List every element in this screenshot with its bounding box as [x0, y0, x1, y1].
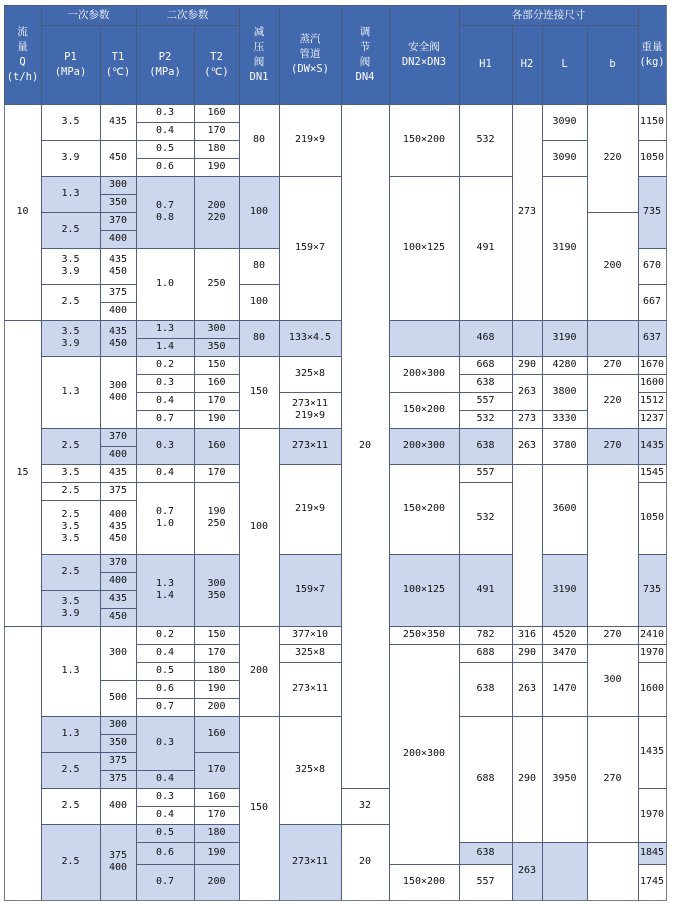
dn1-cell: 100: [239, 428, 279, 626]
pipe-cell: 219×9: [279, 104, 341, 176]
p1-cell: 2.5: [41, 428, 100, 464]
p1-cell: 2.5: [41, 752, 100, 788]
t2-cell: 150: [194, 356, 239, 374]
t1-cell: 400: [100, 230, 136, 248]
dn1-cell: 150: [239, 356, 279, 428]
l-cell: 3470: [542, 644, 587, 662]
t1-cell: 450: [100, 608, 136, 626]
t2-cell: 170: [194, 122, 239, 140]
p2-cell: 0.2: [136, 626, 194, 644]
h1-cell: 638: [459, 662, 512, 716]
p2-cell: 1.3 1.4: [136, 554, 194, 626]
p2-cell: 0.7: [136, 864, 194, 900]
p2-cell: 0.3: [136, 788, 194, 806]
t1-cell: 375 400: [100, 824, 136, 900]
h1-cell: 557: [459, 464, 512, 482]
p2-cell: 0.7 0.8: [136, 176, 194, 248]
header-weight: 重量 (kg): [638, 5, 666, 104]
p1-cell: 2.5: [41, 284, 100, 320]
safety-valve-cell: 200×300: [389, 356, 459, 392]
h2-cell: 290: [512, 644, 542, 662]
weight-cell: 637: [638, 320, 666, 356]
header-t1: T1 (℃): [100, 25, 136, 104]
weight-cell: 1600: [638, 374, 666, 392]
blank-cell: [587, 464, 638, 626]
p2-cell: 0.3: [136, 104, 194, 122]
weight-cell: 1050: [638, 140, 666, 176]
t1-cell: 300: [100, 716, 136, 734]
dn1-cell: 80: [239, 104, 279, 176]
weight-cell: 1545: [638, 464, 666, 482]
p1-cell: 1.3: [41, 716, 100, 752]
pipe-cell: 325×8: [279, 356, 341, 392]
h1-cell: 532: [459, 410, 512, 428]
l-cell: 3950: [542, 716, 587, 842]
t2-cell: 170: [194, 806, 239, 824]
p1-cell: 3.5: [41, 104, 100, 140]
p2-cell: 0.6: [136, 158, 194, 176]
header-secondary-params: 二次参数: [136, 5, 239, 25]
weight-cell: 1435: [638, 428, 666, 464]
weight-cell: 1237: [638, 410, 666, 428]
safety-valve-cell: 150×200: [389, 392, 459, 428]
t1-cell: 435: [100, 590, 136, 608]
p1-cell: 3.5 3.9: [41, 590, 100, 626]
h1-cell: 668: [459, 356, 512, 374]
t2-cell: 250: [194, 248, 239, 320]
p2-cell: 0.7: [136, 698, 194, 716]
p2-cell: 0.4: [136, 464, 194, 482]
header-h2: H2: [512, 25, 542, 104]
t1-cell: 350: [100, 734, 136, 752]
t2-cell: 190: [194, 680, 239, 698]
blank-cell: [587, 320, 638, 356]
t2-cell: 180: [194, 662, 239, 680]
l-cell: 3190: [542, 554, 587, 626]
p2-cell: 0.4: [136, 806, 194, 824]
t1-cell: 370: [100, 428, 136, 446]
blank-cell: [512, 464, 542, 626]
p1-cell: 2.5: [41, 554, 100, 590]
t1-cell: 400: [100, 302, 136, 320]
h1-cell: 557: [459, 864, 512, 900]
h1-cell: 532: [459, 104, 512, 176]
safety-valve-cell: 200×300: [389, 428, 459, 464]
t2-cell: 160: [194, 788, 239, 806]
weight-cell: 1600: [638, 662, 666, 716]
t2-cell: 170: [194, 644, 239, 662]
l-cell: 3090: [542, 140, 587, 176]
l-cell: 4280: [542, 356, 587, 374]
header-t2: T2 (℃): [194, 25, 239, 104]
b-cell: 220: [587, 104, 638, 212]
pipe-cell: 273×11: [279, 662, 341, 716]
t2-cell: 300: [194, 320, 239, 338]
weight-cell: 1150: [638, 104, 666, 140]
t2-cell: 170: [194, 752, 239, 788]
h2-cell: 273: [512, 410, 542, 428]
b-cell: 270: [587, 356, 638, 374]
l-cell: 3800: [542, 374, 587, 410]
l-cell: 3600: [542, 464, 587, 554]
l-cell: 4520: [542, 626, 587, 644]
safety-valve-cell: 200×300: [389, 644, 459, 864]
header-p1: P1 (MPa): [41, 25, 100, 104]
t2-cell: 170: [194, 464, 239, 482]
flow-cell: 15: [4, 320, 41, 626]
h1-cell: 782: [459, 626, 512, 644]
pipe-cell: 325×8: [279, 716, 341, 824]
t2-cell: 190: [194, 410, 239, 428]
t2-cell: 180: [194, 140, 239, 158]
h2-cell: 290: [512, 716, 542, 842]
safety-valve-cell: 150×200: [389, 864, 459, 900]
p1-cell: 2.5: [41, 212, 100, 248]
t2-cell: 190: [194, 842, 239, 864]
p1-cell: 2.5: [41, 788, 100, 824]
t1-cell: 375: [100, 752, 136, 770]
h2-cell: 263: [512, 662, 542, 716]
header-h1: H1: [459, 25, 512, 104]
p1-cell: 3.9: [41, 140, 100, 176]
safety-valve-cell: 100×125: [389, 554, 459, 626]
pipe-cell: 273×11: [279, 428, 341, 464]
t1-cell: 370: [100, 212, 136, 230]
header-p2: P2 (MPa): [136, 25, 194, 104]
pipe-cell: 325×8: [279, 644, 341, 662]
p2-cell: 0.4: [136, 644, 194, 662]
t2-cell: 160: [194, 716, 239, 752]
t2-cell: 160: [194, 374, 239, 392]
pipe-cell: 273×11: [279, 824, 341, 900]
t1-cell: 500: [100, 680, 136, 716]
t2-cell: 190 250: [194, 482, 239, 554]
dn1-cell: 100: [239, 284, 279, 320]
blank-cell: [542, 842, 587, 900]
header-steam-pipe: 蒸汽 管道 (DW×S): [279, 5, 341, 104]
t1-cell: 300: [100, 176, 136, 194]
l-cell: 3090: [542, 104, 587, 140]
t2-cell: 200 220: [194, 176, 239, 248]
p2-cell: 0.4: [136, 770, 194, 788]
h1-cell: 532: [459, 482, 512, 554]
weight-cell: 1670: [638, 356, 666, 374]
p1-cell: 2.5: [41, 482, 100, 500]
p2-cell: 0.5: [136, 140, 194, 158]
h1-cell: 491: [459, 554, 512, 626]
header-safety-valve: 安全阀 DN2×DN3: [389, 5, 459, 104]
p2-cell: 0.6: [136, 680, 194, 698]
t2-cell: 350: [194, 338, 239, 356]
p1-cell: 3.5 3.9: [41, 248, 100, 284]
t1-cell: 400: [100, 572, 136, 590]
t1-cell: 375: [100, 770, 136, 788]
safety-valve-cell: 100×125: [389, 176, 459, 320]
l-cell: 3330: [542, 410, 587, 428]
pipe-cell: 377×10: [279, 626, 341, 644]
t1-cell: 300: [100, 626, 136, 680]
dn1-cell: 200: [239, 626, 279, 716]
t2-cell: 180: [194, 824, 239, 842]
dn1-cell: 100: [239, 176, 279, 248]
weight-cell: 1512: [638, 392, 666, 410]
weight-cell: 1970: [638, 788, 666, 842]
t2-cell: 200: [194, 864, 239, 900]
blank-cell: [389, 320, 459, 356]
h2-cell: 273: [512, 104, 542, 320]
p1-cell: 1.3: [41, 176, 100, 212]
h2-cell: 316: [512, 626, 542, 644]
pipe-cell: 159×7: [279, 554, 341, 626]
h1-cell: 638: [459, 428, 512, 464]
p2-cell: 0.4: [136, 392, 194, 410]
safety-valve-cell: 150×200: [389, 464, 459, 554]
p1-cell: 1.3: [41, 356, 100, 428]
pipe-cell: 219×9: [279, 464, 341, 554]
h1-cell: 468: [459, 320, 512, 356]
h1-cell: 638: [459, 842, 512, 864]
h2-cell: 263: [512, 428, 542, 464]
p2-cell: 0.7 1.0: [136, 482, 194, 554]
h2-cell: 290: [512, 356, 542, 374]
safety-valve-cell: 250×350: [389, 626, 459, 644]
l-cell: 1470: [542, 662, 587, 716]
p2-cell: 0.7: [136, 410, 194, 428]
header-b: b: [587, 25, 638, 104]
header-reducing-valve: 减 压 阀 DN1: [239, 5, 279, 104]
t1-cell: 400: [100, 788, 136, 824]
blank-cell: [587, 842, 638, 900]
t1-cell: 350: [100, 194, 136, 212]
p2-cell: 0.3: [136, 428, 194, 464]
spec-table: [4, 5, 666, 900]
weight-cell: 2410: [638, 626, 666, 644]
header-flow: 流 量 Q (t/h): [4, 5, 41, 104]
b-cell: 270: [587, 716, 638, 842]
weight-cell: 670: [638, 248, 666, 284]
p2-cell: 1.4: [136, 338, 194, 356]
p2-cell: 0.2: [136, 356, 194, 374]
p1-cell: 2.5 3.5 3.5: [41, 500, 100, 554]
weight-cell: 1845: [638, 842, 666, 864]
p2-cell: 0.3: [136, 716, 194, 770]
b-cell: 300: [587, 644, 638, 716]
h1-cell: 491: [459, 176, 512, 320]
t1-cell: 370: [100, 554, 136, 572]
p1-cell: 3.5: [41, 464, 100, 482]
t1-cell: 375: [100, 482, 136, 500]
safety-valve-cell: 150×200: [389, 104, 459, 176]
t2-cell: 150: [194, 626, 239, 644]
blank-cell: [512, 320, 542, 356]
t1-cell: 400: [100, 446, 136, 464]
dn1-cell: 150: [239, 716, 279, 900]
t1-cell: 435 450: [100, 320, 136, 356]
weight-cell: 1970: [638, 644, 666, 662]
t2-cell: 170: [194, 392, 239, 410]
t1-cell: 435: [100, 464, 136, 482]
dn1-cell: 80: [239, 320, 279, 356]
t2-cell: 190: [194, 158, 239, 176]
p2-cell: 0.5: [136, 824, 194, 842]
h2-cell: 263: [512, 842, 542, 900]
weight-cell: 1435: [638, 716, 666, 788]
b-cell: 270: [587, 626, 638, 644]
weight-cell: 735: [638, 554, 666, 626]
dn4-cell: 32: [341, 788, 389, 824]
t1-cell: 450: [100, 140, 136, 176]
p2-cell: 0.4: [136, 122, 194, 140]
t1-cell: 435 450: [100, 248, 136, 284]
t2-cell: 300 350: [194, 554, 239, 626]
p1-cell: 2.5: [41, 824, 100, 900]
header-regulating-valve: 调 节 阀 DN4: [341, 5, 389, 104]
l-cell: 3190: [542, 176, 587, 320]
p1-cell: 3.5 3.9: [41, 320, 100, 356]
b-cell: 200: [587, 212, 638, 320]
l-cell: 3190: [542, 320, 587, 356]
l-cell: 3780: [542, 428, 587, 464]
p2-cell: 0.6: [136, 842, 194, 864]
h1-cell: 557: [459, 392, 512, 410]
t1-cell: 375: [100, 284, 136, 302]
h1-cell: 688: [459, 716, 512, 842]
p2-cell: 0.3: [136, 374, 194, 392]
header-primary-params: 一次参数: [41, 5, 136, 25]
h1-cell: 638: [459, 374, 512, 392]
b-cell: 220: [587, 374, 638, 428]
flow-cell: [4, 626, 41, 900]
dn1-cell: 80: [239, 248, 279, 284]
pipe-cell: 159×7: [279, 176, 341, 320]
dn4-cell: 20: [341, 104, 389, 788]
t2-cell: 160: [194, 428, 239, 464]
weight-cell: 1050: [638, 482, 666, 554]
t2-cell: 200: [194, 698, 239, 716]
weight-cell: 667: [638, 284, 666, 320]
p2-cell: 1.3: [136, 320, 194, 338]
dn4-cell: 20: [341, 824, 389, 900]
t1-cell: 400 435 450: [100, 500, 136, 554]
t1-cell: 435: [100, 104, 136, 140]
p2-cell: 0.5: [136, 662, 194, 680]
p1-cell: 1.3: [41, 626, 100, 716]
p2-cell: 1.0: [136, 248, 194, 320]
weight-cell: 1745: [638, 864, 666, 900]
header-l: L: [542, 25, 587, 104]
pipe-cell: 273×11 219×9: [279, 392, 341, 428]
pipe-cell: 133×4.5: [279, 320, 341, 356]
flow-cell: 10: [4, 104, 41, 320]
h1-cell: 688: [459, 644, 512, 662]
b-cell: 270: [587, 428, 638, 464]
t2-cell: 160: [194, 104, 239, 122]
weight-cell: 735: [638, 176, 666, 248]
header-connection-dims: 各部分连接尺寸: [459, 5, 638, 25]
t1-cell: 300 400: [100, 356, 136, 428]
h2-cell: 263: [512, 374, 542, 410]
